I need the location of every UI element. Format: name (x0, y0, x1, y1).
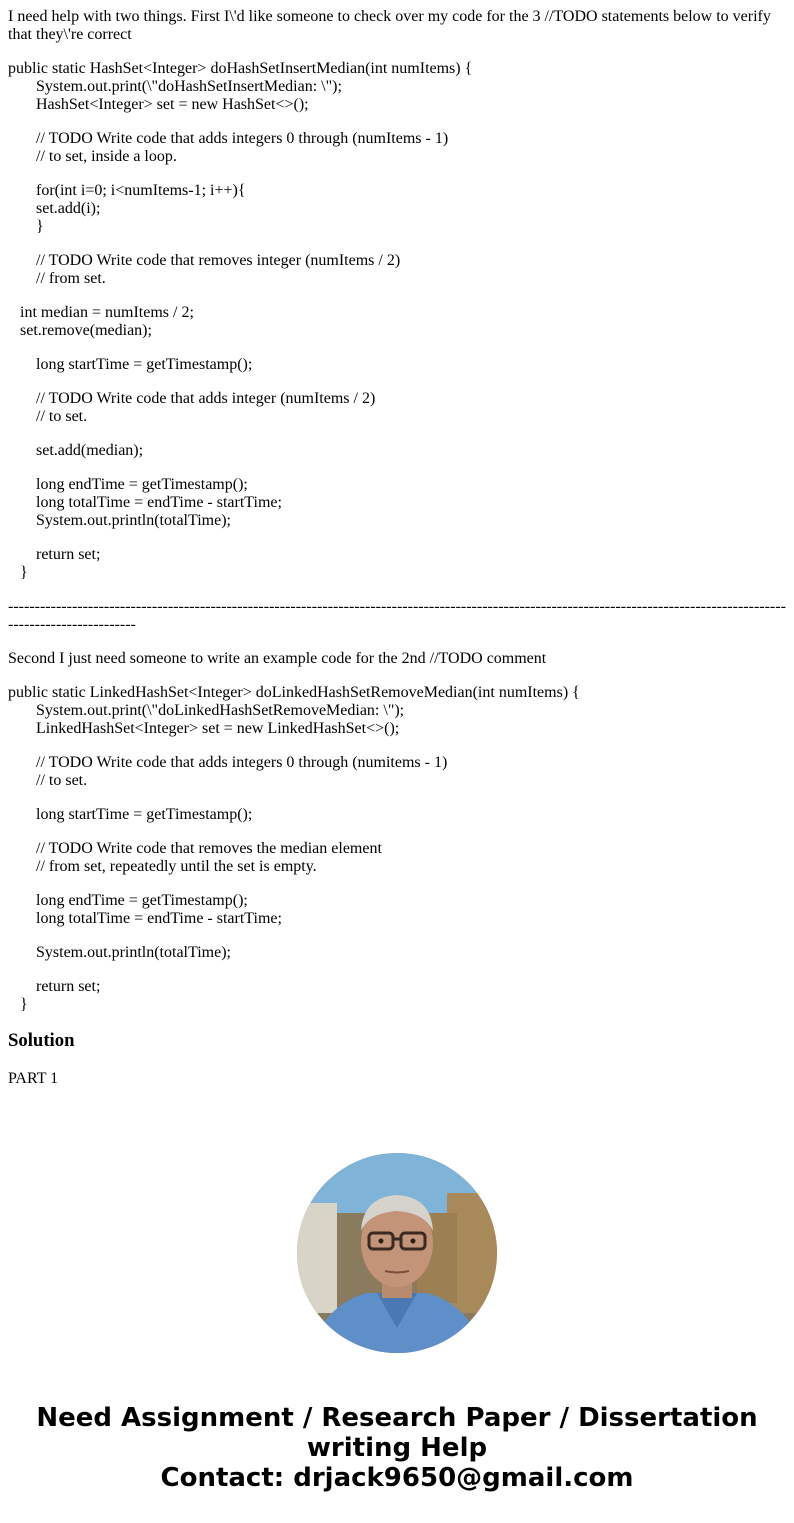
separator-line: -------------------------------------------------------------------------------------------------------------------------------------------------------------------------- (8, 598, 786, 633)
second-intro: Second I just need someone to write an example code for the 2nd //TODO comment (8, 650, 547, 667)
code2-start-time: long startTime = getTimestamp(); (8, 806, 253, 823)
code2-signature: public static LinkedHashSet<Integer> doLinkedHashSetRemoveMedian(int numItems) { System.out.print(\"doLinkedHashSetRemoveMedian: \"); LinkedHashSet<Integer> set = new LinkedHashSet<>(); (8, 684, 580, 737)
solution-heading: Solution (8, 1030, 75, 1051)
avatar-photo-icon (297, 1153, 497, 1353)
question-intro: I need help with two things. First I\'d like someone to check over my code for the 3 //TODO statements below to verify that they\'re correct (8, 8, 771, 43)
footer-contact-text: Contact: drjack9650@gmail.com (160, 1463, 634, 1493)
code2-return: return set; } (20, 978, 101, 1013)
code1-return: return set; } (20, 546, 101, 581)
code1-remove-median: int median = numItems / 2; set.remove(median); (20, 304, 194, 339)
code1-todo2-comment: // TODO Write code that removes integer (numItems / 2) // from set. (36, 252, 401, 287)
code2-todo1-comment: // TODO Write code that adds integers 0 through (numitems - 1) // to set. (36, 754, 448, 789)
code2-end-time: long endTime = getTimestamp(); long totalTime = endTime - startTime; (36, 892, 282, 927)
code1-start-time: long startTime = getTimestamp(); (8, 356, 253, 373)
footer-banner (0, 1403, 794, 1493)
document-content (8, 8, 786, 1088)
code1-todo1-comment: // TODO Write code that adds integers 0 through (numItems - 1) // to set, inside a loop. (36, 130, 449, 165)
code2-println: System.out.println(totalTime); (8, 944, 231, 961)
part-label: PART 1 (8, 1070, 59, 1087)
code1-end-time: long endTime = getTimestamp(); long totalTime = endTime - startTime; System.out.println(totalTime); (36, 476, 282, 529)
code1-signature: public static HashSet<Integer> doHashSetInsertMedian(int numItems) { System.out.print(\"doHashSetInsertMedian: \"); HashSet<Integer> set = new HashSet<>(); (8, 60, 473, 113)
footer-help-text: Need Assignment / Research Paper / Dissertation writing Help (36, 1403, 758, 1463)
code1-todo3-comment: // TODO Write code that adds integer (numItems / 2) // to set. (36, 390, 376, 425)
code2-todo2-comment: // TODO Write code that removes the median element // from set, repeatedly until the set is empty. (36, 840, 382, 875)
author-avatar (297, 1153, 497, 1353)
code1-loop: for(int i=0; i<numItems-1; i++){ set.add(i); } (36, 182, 246, 235)
code1-add-median: set.add(median); (8, 442, 144, 459)
